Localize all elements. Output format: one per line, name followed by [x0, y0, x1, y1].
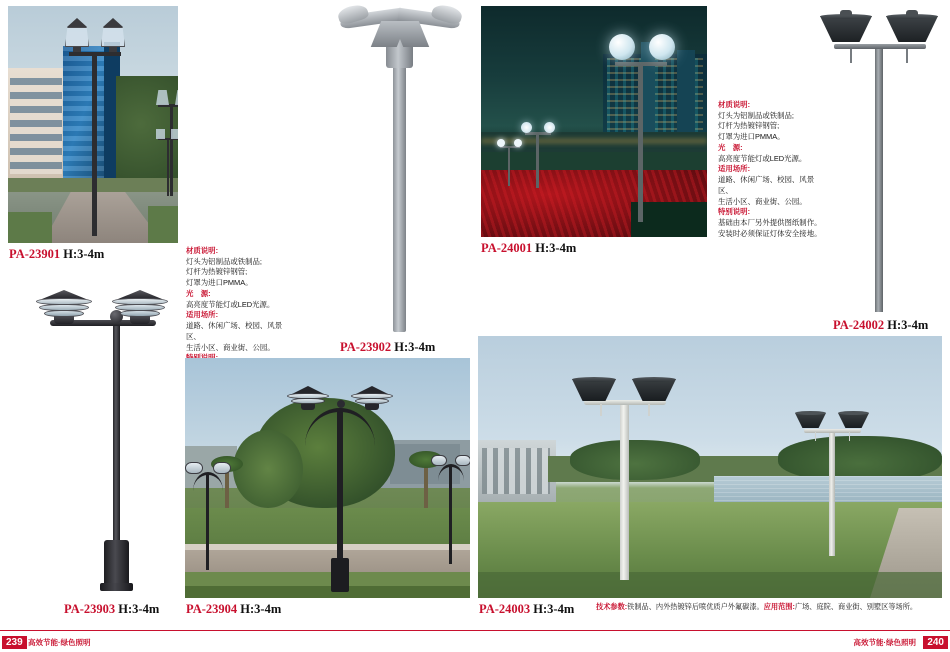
product-code-pa24002 [833, 318, 928, 333]
code-text: PA-24002 [833, 318, 885, 332]
lamp-fixture [564, 356, 684, 576]
product-photo-pa24003 [478, 336, 942, 598]
spec-line: 安装时必须保证灯体安全接地。 [718, 228, 822, 238]
tech-label-usage: 应用范围: [763, 602, 795, 611]
spec-heading-source: 光 源: [186, 288, 211, 298]
spec-heading-material: 材质说明: [718, 100, 751, 109]
product-code-pa23904 [186, 602, 281, 617]
lamp-fixture [431, 444, 470, 564]
code-text: PA-23902 [340, 340, 392, 354]
height-text: H:3-4m [887, 318, 929, 332]
height-text: H:3-4m [63, 247, 105, 261]
lamp-fixture [285, 362, 395, 588]
spec-line: 道路、休闲广场、校园、风景区、 [718, 175, 815, 195]
height-text: H:3-4m [535, 241, 577, 255]
footer-text-right: 高效节能·绿色照明 [853, 638, 916, 647]
product-code-pa23902 [340, 340, 435, 355]
code-text: PA-23901 [9, 247, 61, 261]
spec-line: 生活小区、商业街、公园。 [718, 196, 807, 206]
lamp-fixture [497, 134, 523, 186]
spec-line: 基础由本厂另外提供图纸制作。 [718, 218, 822, 228]
code-text: PA-23903 [64, 602, 116, 616]
lamp-fixture [521, 116, 555, 188]
spec-line: 灯罩为进口PMMA。 [186, 278, 253, 288]
spec-line: 道路、休闲广场、校园、风景区、 [186, 321, 283, 341]
footer-bar [0, 630, 950, 652]
tech-text-usage: 广场、庭院、商业街、别墅区等场所。 [794, 602, 918, 611]
tech-label-params: 技术参数: [596, 602, 628, 611]
spec-line: 灯杆为热镀锌钢管; [718, 121, 780, 131]
lamp-fixture [65, 16, 125, 236]
product-photo-pa23904 [185, 358, 470, 598]
product-photo-pa23903 [20, 268, 180, 598]
footer-text-left: 高效节能·绿色照明 [28, 638, 91, 647]
tech-text-params: 铁制品、内外热镀锌后喷优质户外氟碳漆。 [627, 602, 764, 611]
spec-heading-note: 特别说明: [718, 207, 751, 217]
code-text: PA-24001 [481, 241, 533, 255]
code-text: PA-24003 [479, 602, 531, 616]
lamp-fixture [156, 124, 178, 194]
spec-line: 灯头为铝制品或铁制品; [186, 256, 262, 266]
product-photo-pa24002 [810, 0, 950, 312]
product-photo-pa24001 [481, 6, 707, 237]
lamp-fixture [185, 450, 231, 568]
page-number-left: 239 [2, 636, 27, 649]
spec-line: 灯头为铝制品或铁制品; [718, 110, 794, 120]
spec-line: 高亮度节能灯或LED光源。 [186, 299, 275, 309]
lamp-fixture [790, 396, 874, 556]
technical-note [596, 602, 936, 613]
height-text: H:3-4m [533, 602, 575, 616]
product-code-pa23901 [9, 247, 104, 262]
spec-line: 生活小区、商业街、公园。 [186, 342, 275, 352]
page-number-right: 240 [923, 636, 948, 649]
lamp-fixture [607, 20, 677, 220]
product-photo-pa23902 [320, 0, 480, 335]
spec-heading-material: 材质说明: [186, 246, 219, 255]
spec-heading-usage: 适用场所: [718, 164, 751, 174]
spec-line: 高亮度节能灯或LED光源。 [718, 153, 807, 163]
spec-line: 灯罩为进口PMMA。 [718, 132, 785, 142]
height-text: H:3-4m [394, 340, 436, 354]
spec-block-right [718, 100, 823, 240]
spec-heading-source: 光 源: [718, 142, 743, 152]
product-photo-pa23901 [8, 6, 178, 243]
height-text: H:3-4m [240, 602, 282, 616]
code-text: PA-23904 [186, 602, 238, 616]
height-text: H:3-4m [118, 602, 160, 616]
product-code-pa24003 [479, 602, 574, 617]
product-code-pa23903 [64, 602, 159, 617]
spec-heading-usage: 适用场所: [186, 310, 219, 320]
spec-line: 灯杆为热镀锌钢管; [186, 267, 248, 277]
product-code-pa24001 [481, 241, 576, 256]
